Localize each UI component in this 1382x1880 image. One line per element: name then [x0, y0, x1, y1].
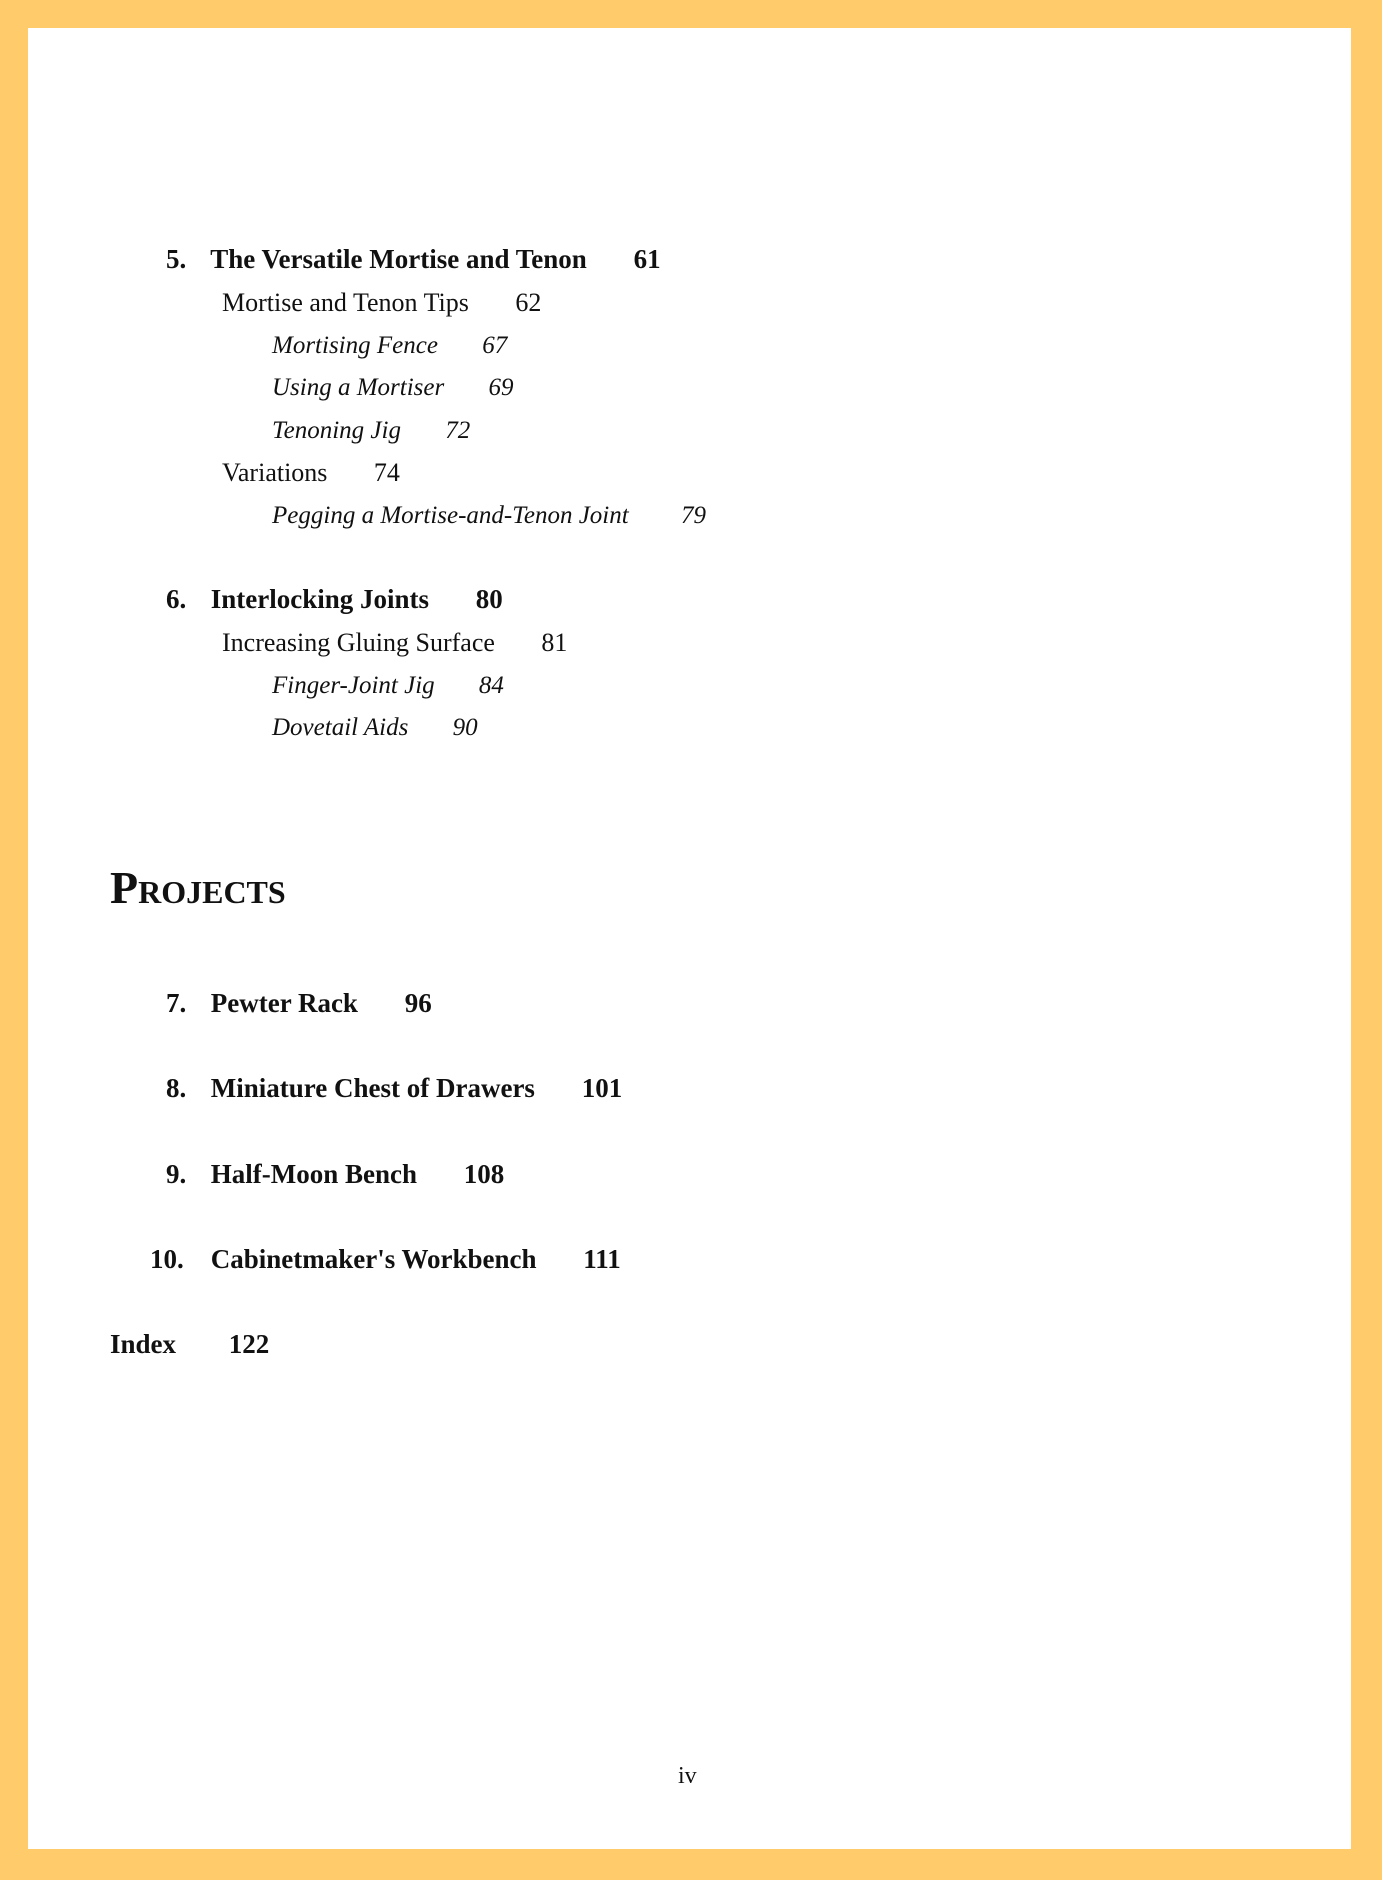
- subsection-title: Finger-Joint Jig: [272, 672, 435, 699]
- chapter-title: Half-Moon Bench: [210, 1159, 417, 1189]
- chapter-number: 8.: [166, 1073, 187, 1103]
- toc-subsection[interactable]: [272, 673, 504, 698]
- page-number: 79: [680, 502, 706, 529]
- page-number: 69: [488, 374, 514, 401]
- toc-section[interactable]: [222, 630, 567, 656]
- toc-section[interactable]: [222, 460, 400, 486]
- toc-section[interactable]: [222, 290, 541, 316]
- chapter-title: Miniature Chest of Drawers: [210, 1073, 535, 1103]
- chapter-number: 5.: [166, 244, 187, 274]
- subsection-title: Pegging a Mortise-and-Tenon Joint: [272, 502, 629, 529]
- page-number: 81: [541, 628, 568, 657]
- subsection-title: Dovetail Aids: [272, 714, 409, 741]
- projects-heading: Projects: [110, 862, 286, 913]
- page-number: 108: [463, 1159, 505, 1189]
- page-number: 101: [581, 1073, 623, 1103]
- toc-project-9[interactable]: [166, 1161, 504, 1188]
- toc-chapter-6[interactable]: [166, 586, 503, 613]
- page-number: 84: [478, 672, 504, 699]
- page-number: 62: [515, 288, 542, 317]
- page-number: 67: [482, 332, 508, 359]
- page-number: 72: [445, 417, 471, 444]
- page-number: 74: [373, 458, 400, 487]
- chapter-number: 10.: [150, 1244, 184, 1274]
- page-number: 90: [452, 714, 478, 741]
- chapter-title: The Versatile Mortise and Tenon: [210, 244, 587, 274]
- toc-project-10[interactable]: [150, 1246, 621, 1273]
- page-number: 61: [633, 244, 661, 274]
- page-number: 122: [228, 1329, 270, 1359]
- page-number: 80: [475, 584, 503, 614]
- toc-subsection[interactable]: [272, 418, 470, 443]
- toc-chapter-5[interactable]: [166, 246, 661, 273]
- toc-subsection[interactable]: [272, 503, 706, 528]
- chapter-number: 6.: [166, 584, 187, 614]
- chapter-title: Interlocking Joints: [210, 584, 430, 614]
- toc-subsection[interactable]: [272, 375, 513, 400]
- toc-project-7[interactable]: [166, 990, 432, 1017]
- toc-subsection[interactable]: [272, 715, 478, 740]
- chapter-title: Cabinetmaker's Workbench: [210, 1244, 537, 1274]
- page-number: 111: [583, 1244, 621, 1274]
- chapter-number: 7.: [166, 988, 187, 1018]
- chapter-number: 9.: [166, 1159, 187, 1189]
- toc-index[interactable]: [110, 1331, 269, 1358]
- toc-project-8[interactable]: [166, 1075, 622, 1102]
- index-title: Index: [110, 1329, 177, 1359]
- toc-subsection[interactable]: [272, 333, 507, 358]
- subsection-title: Using a Mortiser: [272, 374, 445, 401]
- section-title: Increasing Gluing Surface: [222, 628, 495, 657]
- subsection-title: Tenoning Jig: [272, 417, 401, 444]
- page-folio: iv: [678, 1763, 697, 1789]
- section-title: Variations: [222, 458, 328, 487]
- page-number: 96: [404, 988, 432, 1018]
- section-title: Mortise and Tenon Tips: [222, 288, 469, 317]
- toc-page: [28, 28, 1351, 1849]
- chapter-title: Pewter Rack: [210, 988, 358, 1018]
- subsection-title: Mortising Fence: [272, 332, 438, 359]
